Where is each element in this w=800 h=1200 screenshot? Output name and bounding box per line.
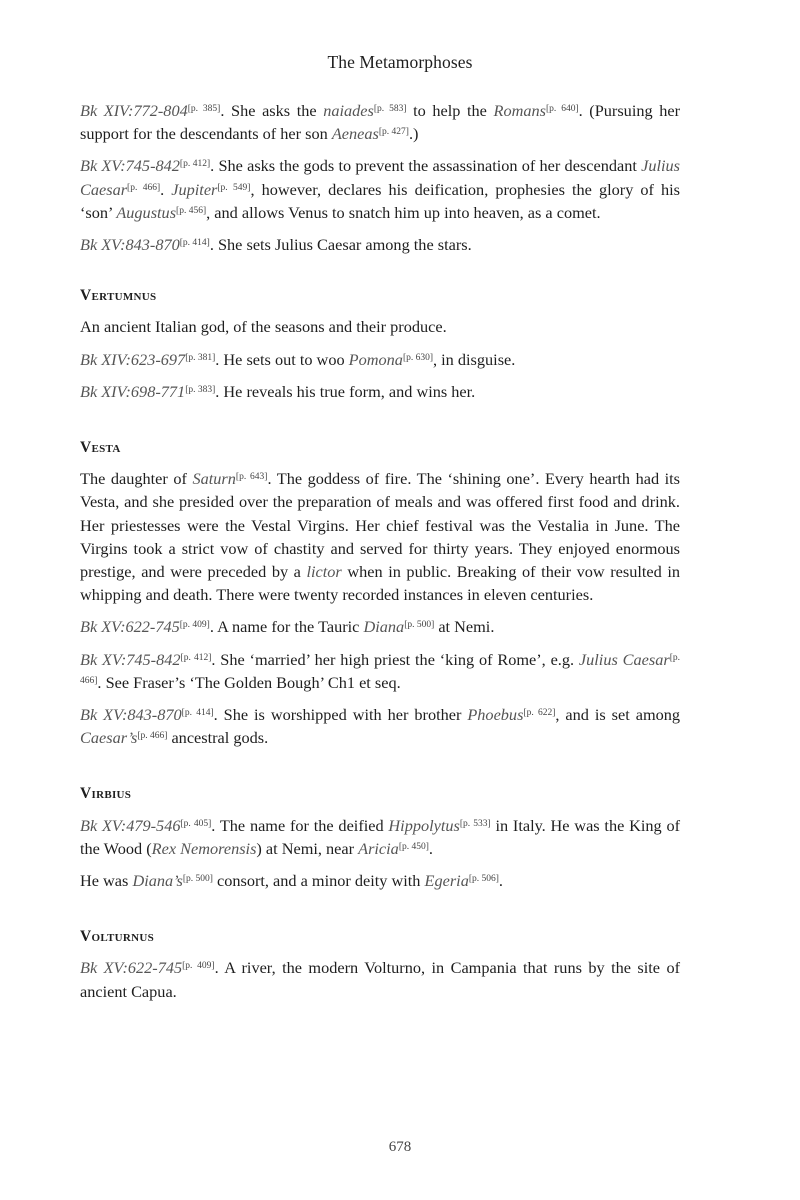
entry-heading-virbius: Virbius xyxy=(80,785,132,803)
body-text: in Italy. He was the King of the Wood ( xyxy=(80,815,680,858)
body-text: . The goddess of fire. The ‘shining one’. Every hearth had its Vesta, and she presided over the preparation of meals and was offered first food and drink. Her priestesses were the Vestal Virgins. Her chief festival was the Vestalia in June. The Virgins took a strict vow of chastity and served for thirty years. They enjoyed enormous prestige, and were preceded by a xyxy=(80,469,681,582)
document-body xyxy=(80,99,680,1012)
page-reference: [p. 643] xyxy=(235,472,268,483)
body-text: . She is worshipped with her brother xyxy=(213,705,468,725)
page-reference: [p. 630] xyxy=(402,352,434,363)
body-text: He was xyxy=(80,871,133,891)
body-text: , in disguise. xyxy=(433,349,516,369)
page-reference: [p. 412] xyxy=(180,652,212,663)
body-text: ) at Nemi, near xyxy=(256,838,359,858)
body-text: ancestral gods. xyxy=(167,728,269,748)
entry-heading-volturnus: Volturnus xyxy=(80,928,155,946)
name-link[interactable]: Augustus xyxy=(116,202,177,222)
entry-heading-vesta: Vesta xyxy=(80,439,121,457)
body-text: . She asks the xyxy=(220,101,324,120)
body-text: . xyxy=(498,871,503,891)
name-link[interactable]: lictor xyxy=(306,562,342,582)
page-reference: [p. 427] xyxy=(378,127,409,138)
body-text: . He sets out to woo xyxy=(215,349,349,369)
page-reference: [p. 466] xyxy=(137,731,168,742)
name-link[interactable]: Caesar’s xyxy=(80,728,138,748)
name-link[interactable]: Jupiter xyxy=(171,179,218,199)
body-text: An ancient Italian god, of the seasons and their produce. xyxy=(80,317,447,337)
book-reference-link[interactable]: Bk XV:745-842 xyxy=(80,649,181,669)
entry-paragraph xyxy=(80,615,680,638)
book-reference-link[interactable]: Bk XV:479-546 xyxy=(80,815,181,835)
entry-paragraph xyxy=(80,956,680,1002)
entry-paragraph xyxy=(80,154,680,224)
page-reference: [p. 414] xyxy=(179,238,210,249)
entry-paragraph xyxy=(80,467,680,606)
book-reference-link[interactable]: Bk XV:745-842 xyxy=(80,156,180,176)
page-reference: [p. 405] xyxy=(180,818,212,829)
body-text: The daughter of xyxy=(80,469,193,489)
entry-paragraph xyxy=(80,869,680,892)
page-reference: [p. 466] xyxy=(80,652,680,686)
page-reference: [p. 500] xyxy=(404,620,435,631)
body-text: . (Pursuing her support for the descendants of her son xyxy=(80,101,681,144)
page-reference: [p. 383] xyxy=(185,384,216,395)
name-link[interactable]: Hippolytus xyxy=(388,815,460,835)
body-text: . See Fraser’s ‘The Golden Bough’ Ch1 et seq. xyxy=(97,672,401,692)
body-text: when in public. Breaking of their vow resulted in whipping and death. There were twenty recorded instances in eleven centuries. xyxy=(80,562,680,605)
body-text: . The name for the deified xyxy=(211,815,389,835)
name-link[interactable]: Romans xyxy=(493,101,546,120)
entry-paragraph xyxy=(80,315,680,338)
entry-paragraph xyxy=(80,703,680,749)
page-reference: [p. 466] xyxy=(127,182,161,193)
entry-paragraph xyxy=(80,99,680,145)
name-link[interactable]: Saturn xyxy=(192,469,236,489)
page-reference: [p. 640] xyxy=(546,104,579,114)
body-text: , and allows Venus to snatch him up into heaven, as a comet. xyxy=(206,202,601,222)
page-reference: [p. 414] xyxy=(181,708,214,719)
body-text: . He reveals his true form, and wins her. xyxy=(215,381,476,401)
page-reference: [p. 412] xyxy=(179,159,211,170)
name-link[interactable]: Julius Caesar xyxy=(578,649,670,669)
name-link[interactable]: Egeria xyxy=(424,871,469,891)
entry-paragraph xyxy=(80,814,680,860)
entry-paragraph xyxy=(80,348,680,371)
body-text: consort, and a minor deity with xyxy=(212,871,425,891)
name-link[interactable]: Diana xyxy=(363,617,405,637)
page-reference: [p. 533] xyxy=(459,818,491,829)
page-reference: [p. 409] xyxy=(179,620,210,631)
body-text: . She sets Julius Caesar among the stars. xyxy=(209,235,472,255)
body-text: . xyxy=(428,838,433,858)
page-reference: [p. 450] xyxy=(398,841,429,852)
book-reference-link[interactable]: Bk XV:622-745 xyxy=(80,958,183,978)
page-reference: [p. 409] xyxy=(182,961,215,972)
body-text: .) xyxy=(408,124,419,144)
page-reference: [p. 549] xyxy=(217,182,251,193)
name-link[interactable]: Aeneas xyxy=(331,124,379,144)
page-reference: [p. 385] xyxy=(187,104,221,114)
body-text: at Nemi. xyxy=(434,617,495,637)
book-reference-link[interactable]: Bk XV:843-870 xyxy=(80,235,180,255)
name-link[interactable]: Julius Caesar xyxy=(80,156,681,199)
name-link[interactable]: Rex Nemorensis xyxy=(151,838,257,858)
name-link[interactable]: naiades xyxy=(323,101,374,120)
book-reference-link[interactable]: Bk XIV:698-771 xyxy=(80,381,186,401)
book-reference-link[interactable]: Bk XIV:772-804 xyxy=(80,101,188,120)
page-reference: [p. 456] xyxy=(176,205,207,216)
body-text: , and is set among xyxy=(555,705,681,725)
page-title: The Metamorphoses xyxy=(327,52,473,72)
body-text: . A river, the modern Volturno, in Campania that runs by the site of ancient Capua. xyxy=(80,958,681,1001)
body-text: . A name for the Tauric xyxy=(209,617,364,637)
entry-paragraph xyxy=(80,233,680,256)
page-reference: [p. 500] xyxy=(182,874,213,885)
entry-paragraph xyxy=(80,648,680,694)
name-link[interactable]: Diana’s xyxy=(132,871,183,891)
page-reference: [p. 506] xyxy=(468,874,499,885)
entry-paragraph xyxy=(80,380,680,403)
page-reference: [p. 622] xyxy=(523,708,556,719)
name-link[interactable]: Aricia xyxy=(358,838,399,858)
book-reference-link[interactable]: Bk XIV:623-697 xyxy=(80,349,186,369)
body-text: . She asks the gods to prevent the assassination of her descendant xyxy=(210,156,642,176)
body-text: . xyxy=(160,179,172,199)
book-reference-link[interactable]: Bk XV:622-745 xyxy=(80,617,180,637)
body-text: , however, declares his deification, prophesies the glory of his ‘son’ xyxy=(80,179,681,222)
name-link[interactable]: Phoebus xyxy=(467,705,524,725)
book-reference-link[interactable]: Bk XV:843-870 xyxy=(80,705,182,725)
name-link[interactable]: Pomona xyxy=(348,349,403,369)
body-text: . She ‘married’ her high priest the ‘king of Rome’, e.g. xyxy=(211,649,579,669)
page-reference: [p. 381] xyxy=(185,352,216,363)
page-number: 678 xyxy=(388,1139,412,1155)
body-text: to help the xyxy=(406,101,494,120)
page-reference: [p. 583] xyxy=(373,104,407,114)
entry-heading-vertumnus: Vertumnus xyxy=(80,287,157,305)
